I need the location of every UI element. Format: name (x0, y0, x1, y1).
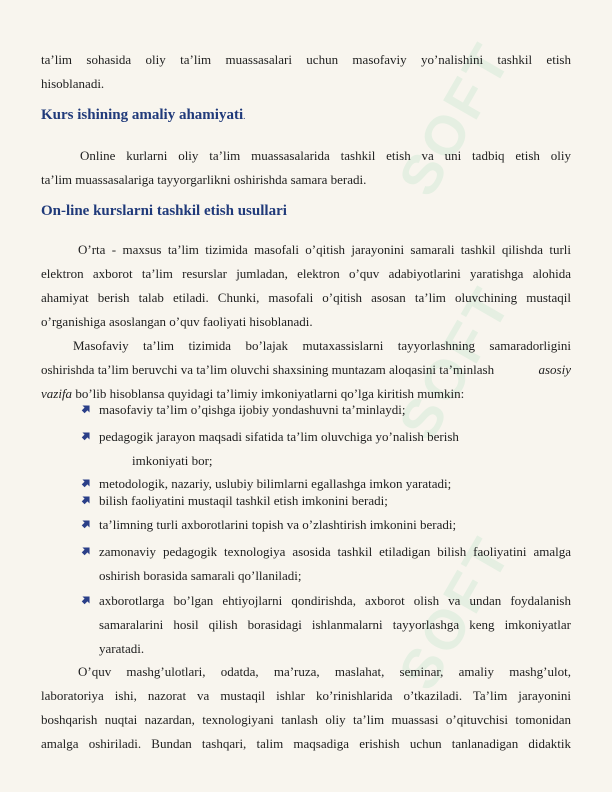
text-line: boshqarish nuqtai nazardan, texnologiyani tanlash oliy ta’lim muassasi o’qituvchisi tomonidan (41, 712, 571, 727)
text-line: o’rganishiga asoslangan o’quv faoliyati hisoblanadi. (41, 314, 313, 329)
heading-text: Kurs ishining amaliy ahamiyati (41, 107, 244, 123)
pushpin-bullet-icon (80, 430, 94, 444)
section-heading-2: On-line kurslarni tashkil etish usullari (41, 203, 287, 219)
italic-text: vazifa (41, 386, 73, 401)
list-item: metodologik, nazariy, uslubiy bilimlarni egallashga imkon yaratadi; (99, 476, 452, 491)
pushpin-bullet-icon (80, 494, 94, 508)
text-line (41, 362, 571, 378)
section-heading-1 (41, 107, 245, 124)
text-span: oshirishda ta’lim beruvchi va ta’lim oluvchi shaxsining muntazam aloqasini ta’minlash (41, 362, 495, 377)
list-item-continued: samaralarini hosil qilish borasidagi ishlanmalarni tayyorlashga keng imkoniyatlar (99, 617, 571, 632)
text-line: ta’lim sohasida oliy ta’lim muassasalari uchun masofaviy yo’nalishini tashkil etish (41, 52, 571, 67)
watermark: SOFT (386, 525, 524, 700)
list-item: bilish faoliyatini mustaqil tashkil etish imkonini beradi; (99, 493, 388, 508)
list-item: ta’limning turli axborotlarini topish va o’zlashtirish imkonini beradi; (99, 517, 457, 532)
heading-suffix: . (243, 111, 246, 121)
text-span: O’quv mashg’ulotlari, odatda, ma’ruza, maslahat, seminar, amaliy mashg’ulot, (78, 664, 571, 679)
list-item: axborotlarga bo’lgan ehtiyojlarni qondirishda, axborot olish va undan foydalanish (99, 593, 571, 608)
list-item-continued: yaratadi. (99, 641, 145, 656)
text-line (41, 386, 571, 402)
text-span: Online kurlarni oliy ta’lim muassasalarida tashkil etish va uni tadbiq etish oliy (80, 148, 571, 163)
list-item-continued: imkoniyati bor; (132, 453, 213, 468)
text-span: O’rta - maxsus ta’lim tizimida masofali o’qitish jarayonini samarali tashkil qilishda turli (78, 242, 571, 257)
text-line (78, 664, 571, 680)
text-span: Masofaviy ta’lim tizimida bo’lajak mutaxassislarni tayyorlashning samaradorligini (73, 338, 571, 353)
pushpin-bullet-icon (80, 545, 94, 559)
list-item: zamonaviy pedagogik texnologiya asosida tashkil etiladigan bilish faoliyatini amalga (99, 544, 571, 559)
text-line: amalga oshiriladi. Bundan tashqari, talim maqsadiga erishish uchun tanlanadigan didaktik (41, 736, 571, 751)
pushpin-bullet-icon (80, 403, 94, 417)
pushpin-bullet-icon (80, 594, 94, 608)
list-item-continued: oshirish borasida samarali qo’llaniladi; (99, 568, 302, 583)
text-span: bo’lib hisoblansa quyidagi ta’limiy imkoniyatlarni qo’lga kiritish mumkin: (72, 386, 465, 401)
list-item: masofaviy ta’lim o’qishga ijobiy yondashuvni ta’minlaydi; (99, 402, 406, 417)
text-line (73, 338, 571, 354)
text-line: hisoblanadi. (41, 76, 105, 91)
text-line (80, 148, 571, 164)
text-line (78, 242, 571, 258)
text-line: ta’lim muassasalariga tayyorgarlikni oshirishda samara beradi. (41, 172, 367, 187)
pushpin-bullet-icon (80, 477, 94, 491)
list-item: pedagogik jarayon maqsadi sifatida ta’lim oluvchiga yo’nalish berish (99, 429, 459, 444)
italic-text: asosiy (538, 362, 571, 377)
watermark: SOFT (386, 31, 524, 206)
text-line: ahamiyat berish talab etiladi. Chunki, masofali o’qitish asosan ta’lim oluvchining mustaqil (41, 290, 571, 305)
text-line: elektron axborot ta’lim resurslar jumladan, elektron o’quv adabiyotlarini yaratishga alohida (41, 266, 571, 281)
watermark: SOFT (386, 275, 524, 450)
text-line: laboratoriya ishi, nazorat va mustaqil ishlar ko’rinishlarida o’tkaziladi. Ta’lim jarayonini (41, 688, 571, 703)
pushpin-bullet-icon (80, 518, 94, 532)
